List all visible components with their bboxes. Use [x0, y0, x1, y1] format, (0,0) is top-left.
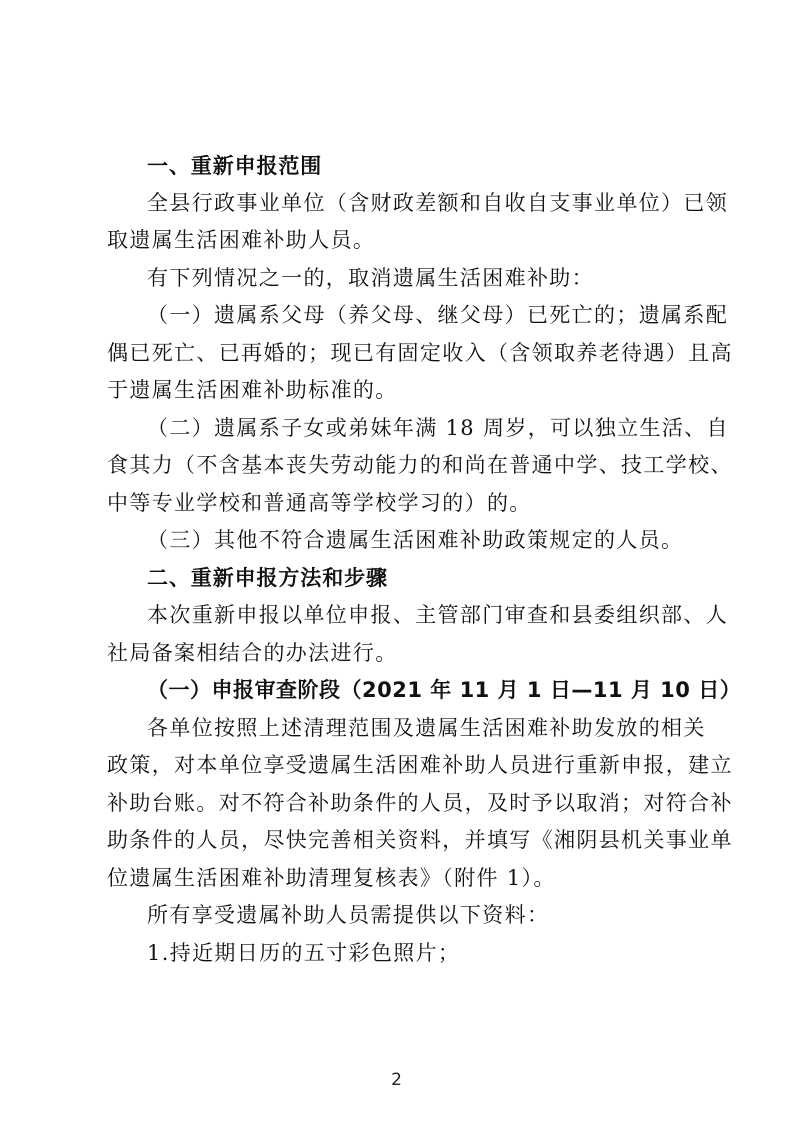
paragraph-line: 补助台账。对不符合补助条件的人员，及时予以取消；对符合补 [107, 791, 733, 815]
paragraph-line: 于遗属生活困难补助标准的。 [107, 378, 398, 402]
paragraph-line: 位遗属生活困难补助清理复核表》（附件 1）。 [107, 866, 556, 890]
paragraph-line: （二）遗属系子女或弟妹年满 18 周岁，可以独立生活、自 [147, 416, 729, 440]
paragraph-line: 所有享受遗属补助人员需提供以下资料： [147, 903, 550, 927]
paragraph-line: 中等专业学校和普通高等学校学习的）的。 [107, 491, 532, 515]
section-heading-1: 一、重新申报范围 [147, 154, 323, 178]
paragraph-line: （三）其他不符合遗属生活困难补助政策规定的人员。 [147, 528, 684, 552]
section-heading-2: 二、重新申报方法和步骤 [147, 566, 388, 590]
paragraph-line: 全县行政事业单位（含财政差额和自收自支事业单位）已领 [147, 191, 729, 215]
paragraph-line: 各单位按照上述清理范围及遗属生活困难补助发放的相关 [147, 716, 706, 740]
paragraph-line: 本次重新申报以单位申报、主管部门审查和县委组织部、人 [147, 603, 729, 627]
subsection-heading: （一）申报审查阶段（2021 年 11 月 1 日—11 月 10 日） [147, 678, 742, 702]
paragraph-line: 食其力（不含基本丧失劳动能力的和尚在普通中学、技工学校、 [107, 453, 733, 477]
list-item: 1.持近期日历的五寸彩色照片； [147, 941, 461, 965]
page-number: 2 [391, 1070, 402, 1090]
paragraph-line: 偶已死亡、已再婚的；现已有固定收入（含领取养老待遇）且高 [107, 341, 733, 365]
paragraph-line: 政策，对本单位享受遗属生活困难补助人员进行重新申报，建立 [107, 753, 733, 777]
paragraph-line: （一）遗属系父母（养父母、继父母）已死亡的；遗属系配 [147, 303, 729, 327]
paragraph-line: 取遗属生活困难补助人员。 [107, 228, 376, 252]
paragraph-line: 有下列情况之一的，取消遗属生活困难补助： [147, 266, 594, 290]
paragraph-line: 助条件的人员，尽快完善相关资料，并填写《湘阴县机关事业单 [107, 828, 733, 852]
paragraph-line: 社局备案相结合的办法进行。 [107, 641, 398, 665]
